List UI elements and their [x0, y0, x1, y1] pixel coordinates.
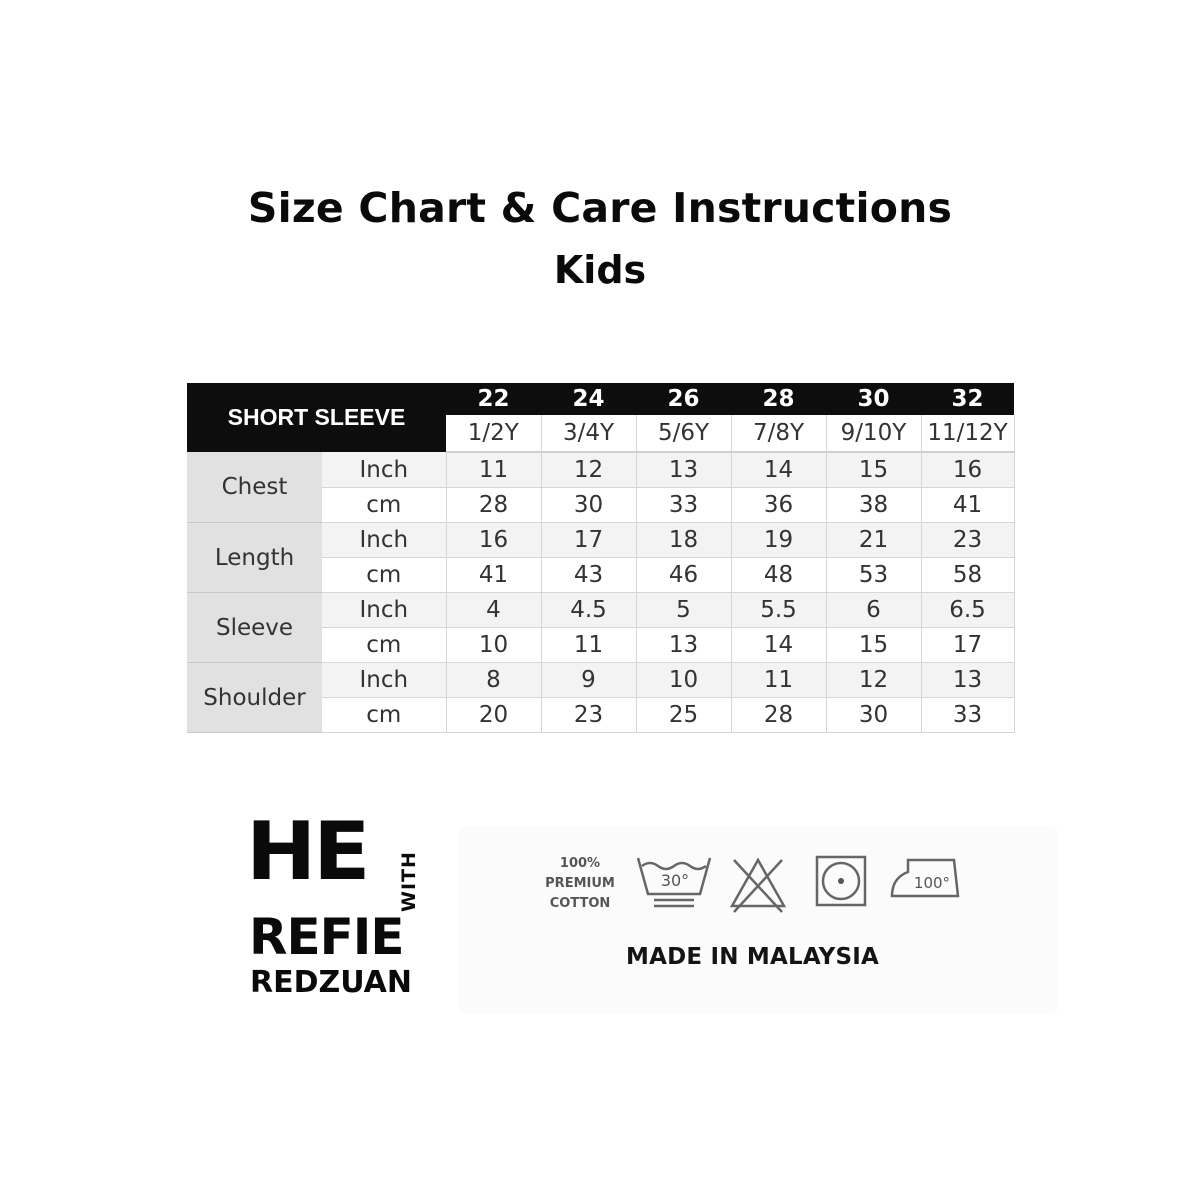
- table-cell: 6.5: [921, 593, 1014, 628]
- table-cell: 28: [446, 488, 541, 523]
- table-cell: 30: [541, 488, 636, 523]
- unit-label: Inch: [322, 593, 446, 628]
- age-header: 1/2Y: [446, 415, 541, 452]
- table-cell: 30: [826, 698, 921, 733]
- unit-label: cm: [322, 628, 446, 663]
- unit-label: Inch: [322, 523, 446, 558]
- size-chart-table: [187, 383, 1015, 733]
- table-cell: 21: [826, 523, 921, 558]
- table-row: [187, 593, 1014, 628]
- page-title: Size Chart & Care Instructions: [247, 184, 953, 232]
- table-cell: 13: [921, 663, 1014, 698]
- size-header: 32: [921, 383, 1014, 415]
- table-cell: 12: [541, 452, 636, 488]
- made-in-label: MADE IN MALAYSIA: [626, 944, 880, 970]
- page-subtitle: Kids: [553, 248, 647, 292]
- category-label: Chest: [187, 452, 322, 523]
- brand-logo-he: HE: [246, 805, 368, 898]
- table-cell: 25: [636, 698, 731, 733]
- unit-label: Inch: [322, 452, 446, 488]
- age-header: 3/4Y: [541, 415, 636, 452]
- table-cell: 20: [446, 698, 541, 733]
- unit-label: Inch: [322, 663, 446, 698]
- table-cell: 23: [541, 698, 636, 733]
- table-cell: 46: [636, 558, 731, 593]
- table-cell: 14: [731, 628, 826, 663]
- table-cell: 38: [826, 488, 921, 523]
- table-cell: 33: [921, 698, 1014, 733]
- fabric-label: 100% PREMIUM COTTON: [545, 856, 615, 911]
- table-cell: 11: [446, 452, 541, 488]
- table-cell: 8: [446, 663, 541, 698]
- iron-temp-text: 100°: [913, 874, 951, 892]
- table-cell: 16: [446, 523, 541, 558]
- wash-30-icon: [634, 852, 714, 912]
- age-header: 5/6Y: [636, 415, 731, 452]
- table-cell: 11: [541, 628, 636, 663]
- age-header: 11/12Y: [921, 415, 1014, 452]
- table-cell: 58: [921, 558, 1014, 593]
- tumble-dry-icon: [814, 854, 868, 908]
- table-cell: 15: [826, 452, 921, 488]
- table-row: [187, 452, 1014, 488]
- category-label: Shoulder: [187, 663, 322, 733]
- table-cell: 41: [921, 488, 1014, 523]
- size-header: 22: [446, 383, 541, 415]
- age-header: 9/10Y: [826, 415, 921, 452]
- table-row: [187, 523, 1014, 558]
- unit-label: cm: [322, 698, 446, 733]
- table-cell: 4: [446, 593, 541, 628]
- table-cell: 13: [636, 628, 731, 663]
- table-cell: 5: [636, 593, 731, 628]
- table-cell: 10: [636, 663, 731, 698]
- size-header: 30: [826, 383, 921, 415]
- table-header-label: SHORT SLEEVE: [187, 383, 446, 452]
- brand-logo-with: WITH: [398, 851, 420, 912]
- table-cell: 19: [731, 523, 826, 558]
- table-cell: 16: [921, 452, 1014, 488]
- brand-logo-redzuan: REDZUAN: [250, 965, 413, 1000]
- table-cell: 6: [826, 593, 921, 628]
- category-label: Sleeve: [187, 593, 322, 663]
- table-cell: 10: [446, 628, 541, 663]
- table-cell: 15: [826, 628, 921, 663]
- table-cell: 11: [731, 663, 826, 698]
- category-label: Length: [187, 523, 322, 593]
- table-cell: 36: [731, 488, 826, 523]
- table-cell: 41: [446, 558, 541, 593]
- brand-logo-refie: REFIE: [249, 908, 404, 966]
- table-cell: 12: [826, 663, 921, 698]
- table-cell: 33: [636, 488, 731, 523]
- table-cell: 48: [731, 558, 826, 593]
- do-not-bleach-icon: [728, 854, 788, 914]
- table-cell: 4.5: [541, 593, 636, 628]
- table-cell: 14: [731, 452, 826, 488]
- size-header: 26: [636, 383, 731, 415]
- iron-100-icon: [888, 856, 964, 906]
- table-row: [187, 663, 1014, 698]
- table-cell: 9: [541, 663, 636, 698]
- wash-temp-text: 30°: [660, 871, 690, 890]
- table-cell: 53: [826, 558, 921, 593]
- table-cell: 23: [921, 523, 1014, 558]
- table-cell: 5.5: [731, 593, 826, 628]
- table-cell: 17: [921, 628, 1014, 663]
- table-cell: 43: [541, 558, 636, 593]
- table-cell: 28: [731, 698, 826, 733]
- unit-label: cm: [322, 488, 446, 523]
- age-header: 7/8Y: [731, 415, 826, 452]
- unit-label: cm: [322, 558, 446, 593]
- table-cell: 17: [541, 523, 636, 558]
- table-cell: 18: [636, 523, 731, 558]
- size-header: 28: [731, 383, 826, 415]
- table-cell: 13: [636, 452, 731, 488]
- size-header: 24: [541, 383, 636, 415]
